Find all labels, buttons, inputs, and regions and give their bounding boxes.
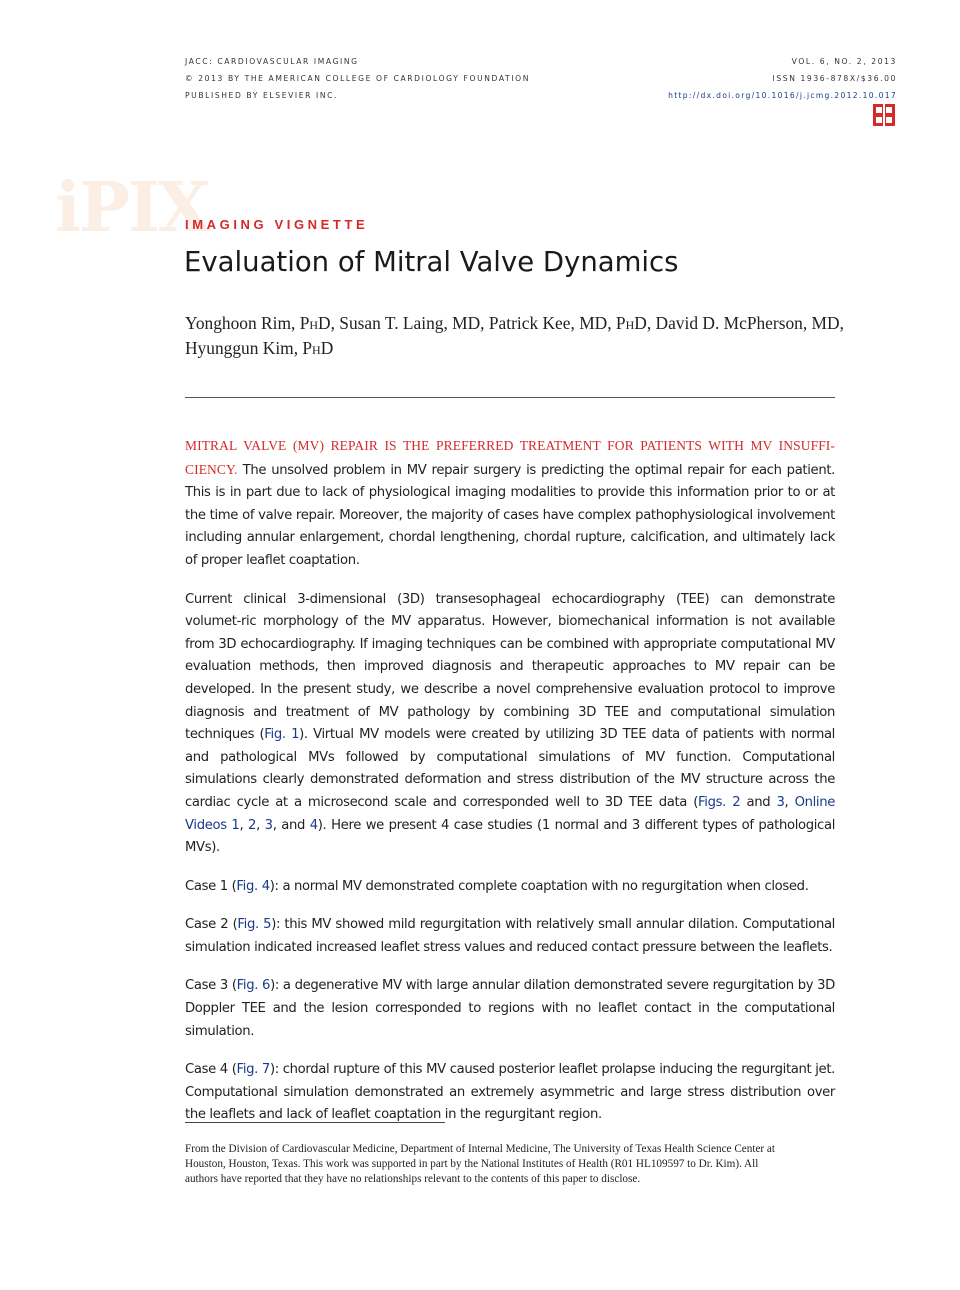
ipix-watermark: iPIX <box>55 168 209 248</box>
author-separator: , <box>330 313 340 333</box>
author-list <box>185 311 875 361</box>
text: Current clinical 3-dimensional (3D) transesophageal echocardiography (TEE) can demonstrate volumet-ric morphology of the MV apparatus. However, biomechanical information is not available from 3D echocardiography. If imaging techniques can be combined with appropriate computational MV evaluation methods, then improved diagnosis and therapeutic approaches to MV repair can be developed. In the present study, we describe a novel comprehensive evaluation protocol to improve diagnosis and treatment of MV pathology by combining 3D TEE and computational simulation techniques ( <box>185 591 835 743</box>
paragraph-case1 <box>185 876 835 899</box>
text: ): this MV showed mild regurgitation with relatively small annular dilation. Computational simulation indicated increased leaflet stress values and reduced contact pressure between the leaflets. <box>185 917 835 955</box>
lead-in-text: MITRAL VALVE (MV) REPAIR IS THE PREFERRED TREATMENT FOR PATIENTS WITH MV INSUFFI-CIENCY. <box>185 438 835 477</box>
text: ): a degenerative MV with large annular dilation demonstrated severe regurgitation by 3D Doppler TEE and the lesion corresponded to regions with no leaflet contact in the computational simulation. <box>185 978 835 1039</box>
section-label: IMAGING VIGNETTE <box>185 217 369 232</box>
degree: PhD <box>302 338 334 358</box>
text: ): chordal rupture of this MV caused posterior leaflet prolapse inducing the regurgitant jet. Computational simulation demonstrated an extremely asymmetric and large stress distribution over the leaflets and lack of leaflet coaptation in the regurgitant region. <box>185 1062 835 1123</box>
degree: PhD <box>299 313 331 333</box>
fig5-link[interactable]: Fig. 5 <box>237 917 272 933</box>
text: , <box>784 794 795 810</box>
fig7-link[interactable]: Fig. 7 <box>236 1062 270 1078</box>
author-kee: Patrick Kee, MD, <box>488 313 616 333</box>
title-divider <box>185 397 835 398</box>
fig4-link[interactable]: Fig. 4 <box>236 878 270 894</box>
online-video1-link[interactable]: Online Videos 1 <box>185 794 835 833</box>
text: ). Virtual MV models were created by utilizing 3D TEE data of patients with normal and pathological MVs followed by computational simulations of MV function. Computational simulations clearly demonstrated deformation and stress distribution of the MV structure across the cardiac cycle at a microsecond scale and corresponded well to 3D TEE data ( <box>185 727 835 810</box>
crossmark-icon[interactable] <box>873 104 895 126</box>
fig1-link[interactable]: Fig. 1 <box>264 727 300 743</box>
text: Case 4 ( <box>185 1062 237 1078</box>
text: ): a normal MV demonstrated complete coaptation with no regurgitation when closed. <box>269 878 809 894</box>
intro-text: The unsolved problem in MV repair surgery is predicting the optimal repair for each patient. This is in part due to lack of physiological imaging modalities to provide this information prior to or at the time of valve repair. Moreover, the majority of cases have complex pathophysiological involvement including annular enlargement, chordal lengthening, chordal rupture, calcification, and ultimately lack of proper leaflet coaptation. <box>185 462 835 568</box>
paragraph-case3 <box>185 975 835 1043</box>
journal-name: JACC: CARDIOVASCULAR IMAGING <box>185 57 359 66</box>
text: ). Here we present 4 case studies (1 normal and 3 different types of pathological MVs). <box>185 817 836 856</box>
online-video4-link[interactable]: 4 <box>309 817 318 833</box>
text: , <box>239 817 249 833</box>
paragraph-case4 <box>185 1059 835 1127</box>
figs2-link[interactable]: Figs. 2 <box>698 794 741 810</box>
publisher-line: PUBLISHED BY ELSEVIER INC. <box>185 91 339 100</box>
paragraph-case2 <box>185 914 835 959</box>
paragraph-intro <box>185 435 835 573</box>
fig3-link[interactable]: 3 <box>776 794 785 810</box>
article-title: Evaluation of Mitral Valve Dynamics <box>184 246 679 278</box>
online-video3-link[interactable]: 3 <box>264 817 273 833</box>
affiliation-footnote: From the Division of Cardiovascular Medicine, Department of Internal Medicine, The University of Texas Health Science Center at Houston, Houston, Texas. This work was supported in part by the National Institutes of Health (R01 HL109597 to Dr. Kim). All authors have reported that they have no relationships relevant to the contents of this paper to disclose. <box>185 1143 776 1186</box>
copyright-line: © 2013 BY THE AMERICAN COLLEGE OF CARDIOLOGY FOUNDATION <box>185 74 530 83</box>
paragraph-methods <box>185 589 835 860</box>
author-laing: Susan T. Laing, MD, <box>339 313 489 333</box>
author-kim: Hyunggun Kim, <box>185 338 303 358</box>
text: and <box>740 794 777 810</box>
degree: PhD <box>615 313 647 333</box>
text: , <box>256 817 265 833</box>
text: Case 1 ( <box>185 878 237 894</box>
article-body <box>185 435 835 1127</box>
online-video2-link[interactable]: 2 <box>248 817 257 833</box>
text: Case 2 ( <box>185 917 238 933</box>
author-rim: Yonghoon Rim, <box>185 313 300 333</box>
doi-link[interactable]: http://dx.doi.org/10.1016/j.jcmg.2012.10.017 <box>668 91 897 100</box>
text: Case 3 ( <box>185 978 237 994</box>
footnote-divider <box>185 1122 445 1123</box>
issn-info: ISSN 1936-878X/$36.00 <box>772 74 897 83</box>
author-mcpherson: David D. McPherson, MD, <box>655 313 844 333</box>
author-separator: , <box>646 313 656 333</box>
fig6-link[interactable]: Fig. 6 <box>236 978 271 994</box>
volume-info: VOL. 6, NO. 2, 2013 <box>791 57 897 66</box>
text: , and <box>272 817 310 833</box>
